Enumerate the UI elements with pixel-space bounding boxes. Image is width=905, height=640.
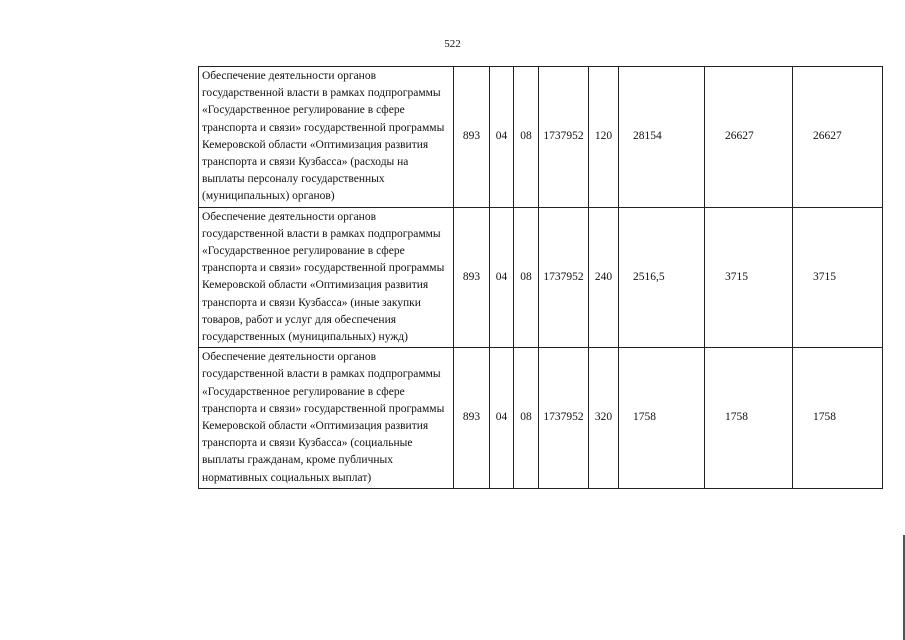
ministry-code: 893 — [454, 348, 490, 489]
amount-year-1: 1758 — [619, 348, 705, 489]
amount-year-3: 1758 — [793, 348, 883, 489]
table-row — [199, 67, 883, 208]
amount-year-3: 3715 — [793, 207, 883, 348]
target-article-code: 1737952 — [539, 207, 589, 348]
subsection-code: 08 — [514, 67, 539, 208]
subsection-code: 08 — [514, 348, 539, 489]
amount-year-2: 3715 — [705, 207, 793, 348]
amount-year-1: 2516,5 — [619, 207, 705, 348]
budget-table — [198, 66, 883, 489]
amount-year-2: 1758 — [705, 348, 793, 489]
ministry-code: 893 — [454, 207, 490, 348]
section-code: 04 — [490, 207, 514, 348]
section-code: 04 — [490, 67, 514, 208]
page-number: 522 — [444, 38, 461, 50]
section-code: 04 — [490, 348, 514, 489]
expense-type-code: 240 — [589, 207, 619, 348]
expense-type-code: 120 — [589, 67, 619, 208]
amount-year-1: 28154 — [619, 67, 705, 208]
target-article-code: 1737952 — [539, 348, 589, 489]
expense-type-code: 320 — [589, 348, 619, 489]
amount-year-2: 26627 — [705, 67, 793, 208]
row-description: Обеспечение деятельности органов государственной власти в рамках подпрограммы «Государственное регулирование в сфере транспорта и связи» государственной программы Кемеровской области «Оптимизация развития транспорта и связи Кузбасса» (социальные выплаты гражданам, кроме публичных нормативных социальных выплат) — [199, 348, 454, 489]
row-description: Обеспечение деятельности органов государственной власти в рамках подпрограммы «Государственное регулирование в сфере транспорта и связи» государственной программы Кемеровской области «Оптимизация развития транспорта и связи Кузбасса» (иные закупки товаров, работ и услуг для обеспечения государственных (муниципальных) нужд) — [199, 207, 454, 348]
target-article-code: 1737952 — [539, 67, 589, 208]
table-row — [199, 207, 883, 348]
ministry-code: 893 — [454, 67, 490, 208]
amount-year-3: 26627 — [793, 67, 883, 208]
row-description: Обеспечение деятельности органов государственной власти в рамках подпрограммы «Государственное регулирование в сфере транспорта и связи» государственной программы Кемеровской области «Оптимизация развития транспорта и связи Кузбасса» (расходы на выплаты персоналу государственных (муниципальных) органов) — [199, 67, 454, 208]
subsection-code: 08 — [514, 207, 539, 348]
table-row — [199, 348, 883, 489]
